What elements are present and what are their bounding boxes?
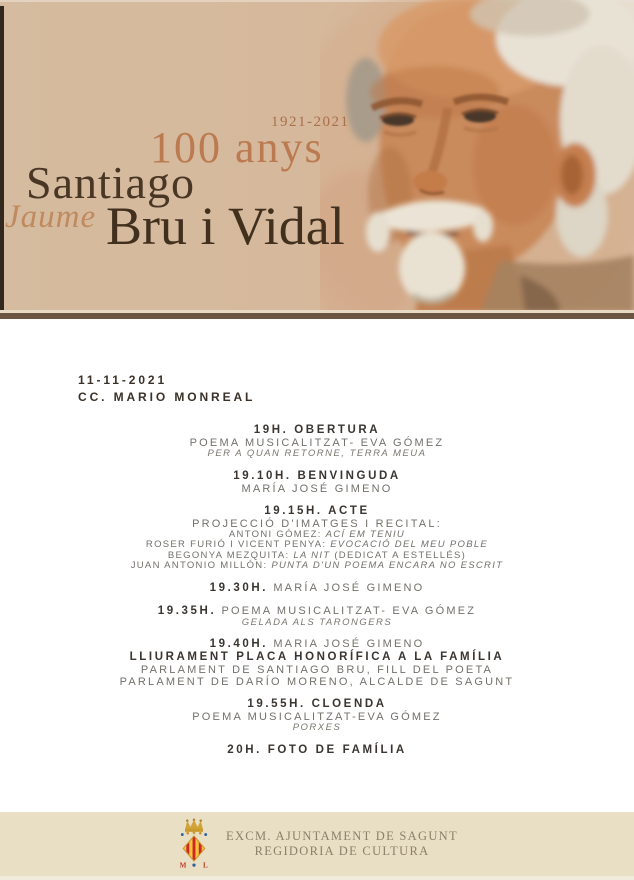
program-heading: 19.10H. BENVINGUDA <box>233 469 401 482</box>
program-line <box>0 582 634 595</box>
footer-org: EXCM. AJUNTAMENT DE SAGUNT <box>226 829 458 843</box>
entry-work-title: ACÍ EM TENIU <box>325 528 406 540</box>
program-line <box>0 605 634 618</box>
program-item-cloenda <box>0 698 634 734</box>
footer <box>0 812 634 880</box>
program-line: PARLAMENT DE DARÍO MORENO, ALCALDE DE SAGUNT <box>119 676 515 688</box>
entry-work-title: EVOCACIÓ DEL MEU POBLE <box>330 539 489 550</box>
event-info <box>78 372 255 406</box>
logo-letter-l: L <box>203 861 208 870</box>
program-item-1930 <box>0 582 634 595</box>
program-work-title: GELADA ALS TARONGERS <box>241 616 393 628</box>
entry-author: ROSER FURIÓ I VICENT PENYA: <box>145 539 331 550</box>
logo-letter-m: M <box>179 861 187 870</box>
program-line: POEMA MUSICALITZAT-EVA GÓMEZ <box>192 711 442 723</box>
banner-name-alt: Jaume <box>5 199 97 235</box>
program-time: 19.40H. <box>209 638 269 650</box>
entry-work-title: LA NIT <box>293 549 331 561</box>
program-item-1935 <box>0 605 634 629</box>
program-heading: 19.55H. CLOENDA <box>247 698 387 710</box>
portrait-illustration <box>320 0 634 312</box>
program-rest: MARIA JOSÉ GIMENO <box>268 638 425 650</box>
left-edge-strip <box>0 6 4 312</box>
entry-author: JUAN ANTONIO MILLÓN: <box>130 560 272 571</box>
senyera-shield-icon <box>181 834 206 863</box>
footer-dept: REGIDORIA DE CULTURA <box>254 844 430 858</box>
program-item-obertura <box>0 424 634 460</box>
program-highlight-line: LLIURAMENT PLACA HONORÍFICA A LA FAMÍLIA <box>129 651 505 663</box>
program-time: 19.30H. <box>209 581 269 594</box>
program-heading: 20H. FOTO DE FAMÍLIA <box>227 743 407 756</box>
program-line: POEMA MUSICALITZAT- EVA GÓMEZ <box>189 437 445 449</box>
program-line: PARLAMENT DE SANTIAGO BRU, FILL DEL POETA <box>140 664 494 676</box>
banner-anniversary: 100 anys <box>150 123 324 172</box>
program-rest: MARÍA JOSÉ GIMENO <box>268 581 425 594</box>
event-date: 11-11-2021 <box>78 373 168 387</box>
program-line <box>0 638 634 651</box>
program-line: MARÍA JOSÉ GIMENO <box>241 482 393 495</box>
banner <box>0 0 634 312</box>
banner-name-first: Santiago <box>26 157 195 208</box>
entry-suffix: (DEDICAT A ESTELLÉS) <box>330 549 467 561</box>
footer-org-block <box>226 829 458 859</box>
program-item-1940 <box>0 638 634 688</box>
program <box>0 424 634 767</box>
program-time: 19.35H. <box>157 604 217 617</box>
program-work-title: PER A QUAN RETORNE, TERRA MEUA <box>207 448 427 459</box>
entry-work-title: PUNTA D'UN POEMA ENCARA NO ESCRIT <box>271 560 504 571</box>
banner-divider <box>0 310 634 319</box>
program-heading: 19.15H. ACTE <box>264 504 370 517</box>
entry-author: BEGONYA MEZQUITA: <box>167 549 294 561</box>
sagunt-coat-of-arms-logo <box>176 815 212 873</box>
event-venue: CC. MARIO MONREAL <box>78 390 256 404</box>
banner-years: 1921-2021 <box>271 114 350 130</box>
program-item-acte <box>0 505 634 572</box>
program-heading: 19H. OBERTURA <box>253 424 381 436</box>
program-work-title: PORXES <box>292 722 342 733</box>
entry-author: ANTONI GÓMEZ: <box>228 528 326 540</box>
program-line: PROJECCIÓ D'IMATGES I RECITAL: <box>192 517 442 530</box>
program-item-benvinguda <box>0 470 634 495</box>
program-item-foto <box>0 744 634 757</box>
banner-name-last: Bru i Vidal <box>106 196 345 256</box>
program-entry <box>0 561 634 572</box>
program-rest: POEMA MUSICALITZAT- EVA GÓMEZ <box>216 604 477 617</box>
